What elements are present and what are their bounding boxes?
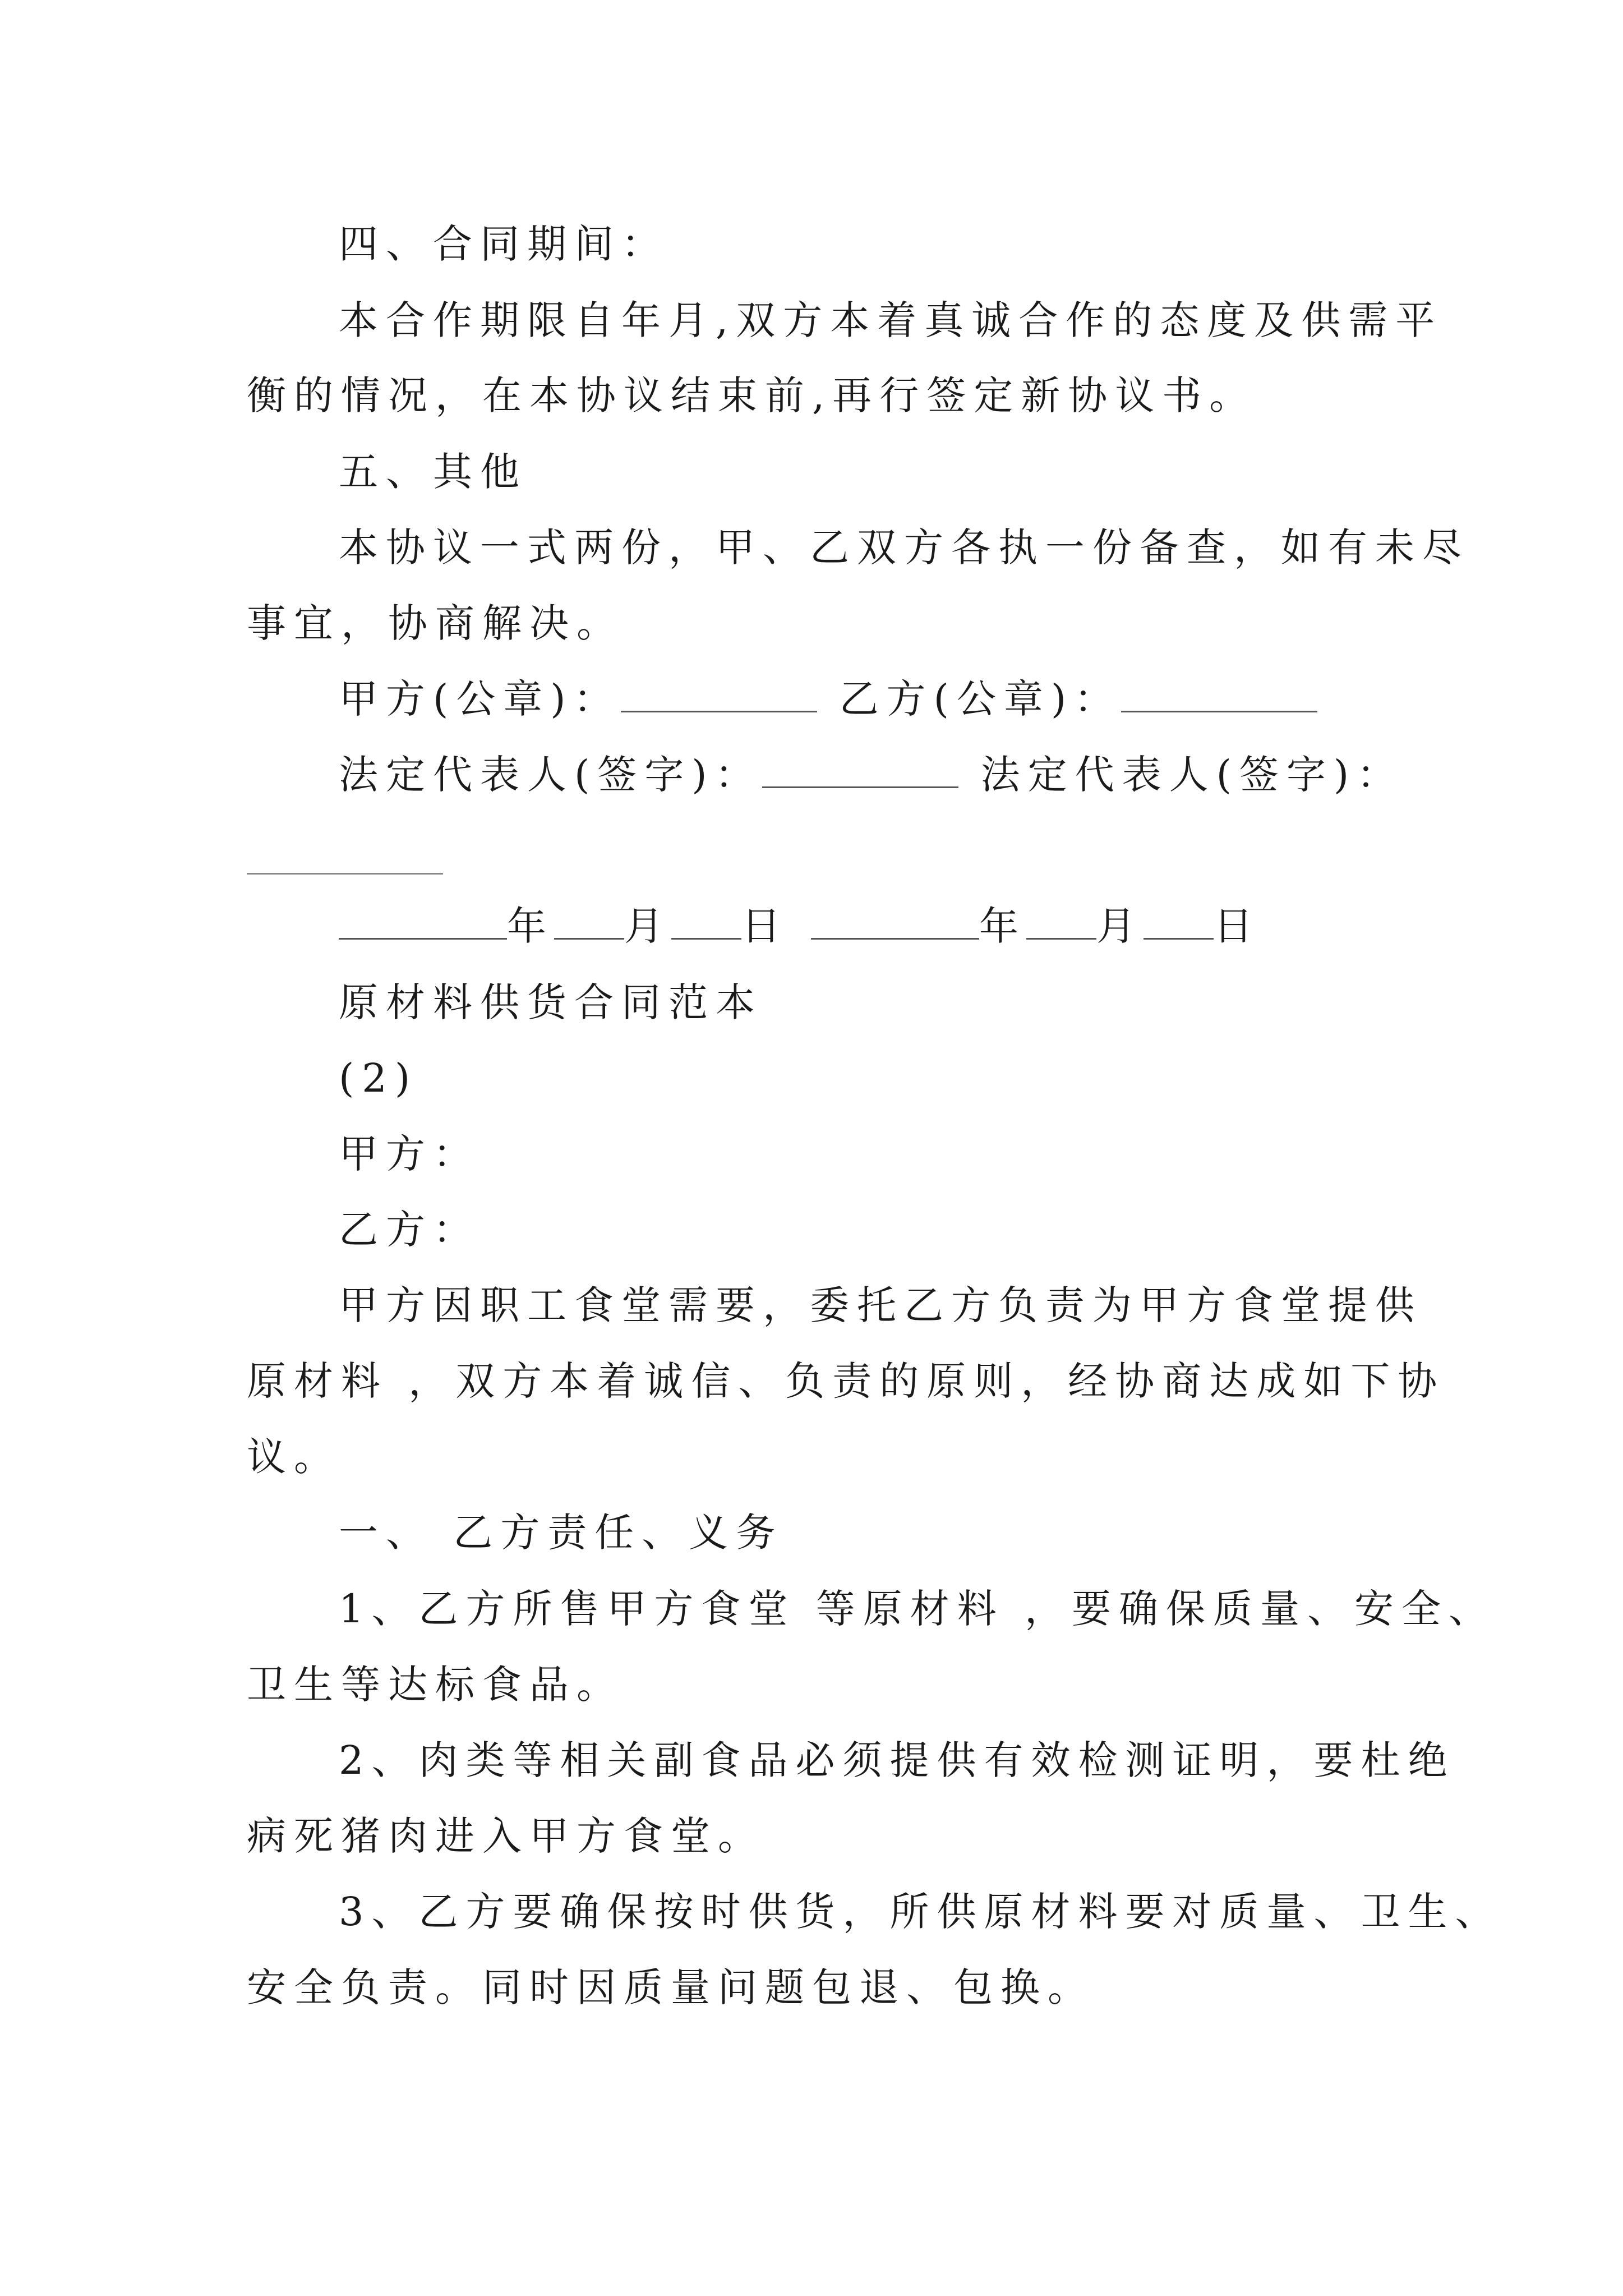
- party-a-line: 甲方：: [339, 1131, 480, 1177]
- year-blank: [811, 905, 979, 940]
- list-item-continuation: 卫生等达标食品。: [247, 1662, 624, 1708]
- paragraph-line: 原材料 ，双方本着诚信、负责的原则，经协商达成如下协: [247, 1358, 1445, 1404]
- month-blank: [1026, 905, 1096, 940]
- list-item: 1、乙方所售甲方食堂 等原材料 ，要确保质量、安全、: [339, 1586, 1496, 1632]
- section-heading-contract-period: 四、合同期间：: [339, 221, 668, 267]
- party-a-seal-label: 甲方(公章)：: [339, 676, 621, 722]
- section-heading-other: 五、其他: [339, 449, 527, 495]
- month-label: 月: [1096, 903, 1144, 949]
- party-b-seal-label: 乙方(公章)：: [839, 676, 1122, 722]
- day-label: 日: [1214, 903, 1261, 949]
- list-item: 2、肉类等相关副食品必须提供有效检测证明，要杜绝: [339, 1737, 1455, 1783]
- year-blank: [339, 905, 507, 940]
- year-label: 年: [507, 903, 554, 949]
- rep-b-blank: [247, 873, 443, 875]
- month-label: 月: [624, 903, 671, 949]
- list-item-continuation: 病死猪肉进入甲方食堂。: [247, 1813, 765, 1859]
- day-blank: [1144, 905, 1214, 940]
- year-label: 年: [979, 903, 1026, 949]
- paragraph-line: 本协议一式两份，甲、乙双方各执一份备查，如有未尽: [339, 524, 1469, 570]
- day-label: 日: [741, 903, 789, 949]
- month-blank: [554, 905, 624, 940]
- day-blank: [671, 905, 741, 940]
- rep-a-label: 法定代表人(签字)：: [339, 752, 762, 798]
- party-b-line: 乙方：: [339, 1207, 480, 1253]
- rep-a-blank: [762, 754, 958, 788]
- paragraph-line: 事宜，协商解决。: [247, 600, 624, 646]
- paragraph-line: 本合作期限自年月,双方本着真诚合作的态度及供需平: [339, 297, 1443, 343]
- seal-line: [339, 671, 1317, 727]
- list-item-continuation: 安全负责。同时因质量问题包退、包换。: [247, 1964, 1095, 2010]
- section-heading-responsibilities: 一、 乙方责任、义务: [339, 1510, 783, 1556]
- party-b-seal-blank: [1121, 678, 1317, 712]
- paragraph-line: 议。: [247, 1434, 341, 1480]
- rep-b-label: 法定代表人(签字)：: [980, 752, 1404, 798]
- representative-line: [339, 747, 1404, 803]
- party-a-seal-blank: [621, 678, 817, 712]
- document-title: 原材料供货合同范本: [339, 979, 763, 1025]
- document-number: (2): [339, 1055, 418, 1101]
- date-line: [339, 898, 1261, 954]
- list-item: 3、乙方要确保按时供货，所供原材料要对质量、卫生、: [339, 1889, 1502, 1935]
- paragraph-line: 衡的情况，在本协议结束前,再行签定新协议书。: [247, 372, 1257, 418]
- paragraph-line: 甲方因职工食堂需要，委托乙方负责为甲方食堂提供: [339, 1282, 1422, 1328]
